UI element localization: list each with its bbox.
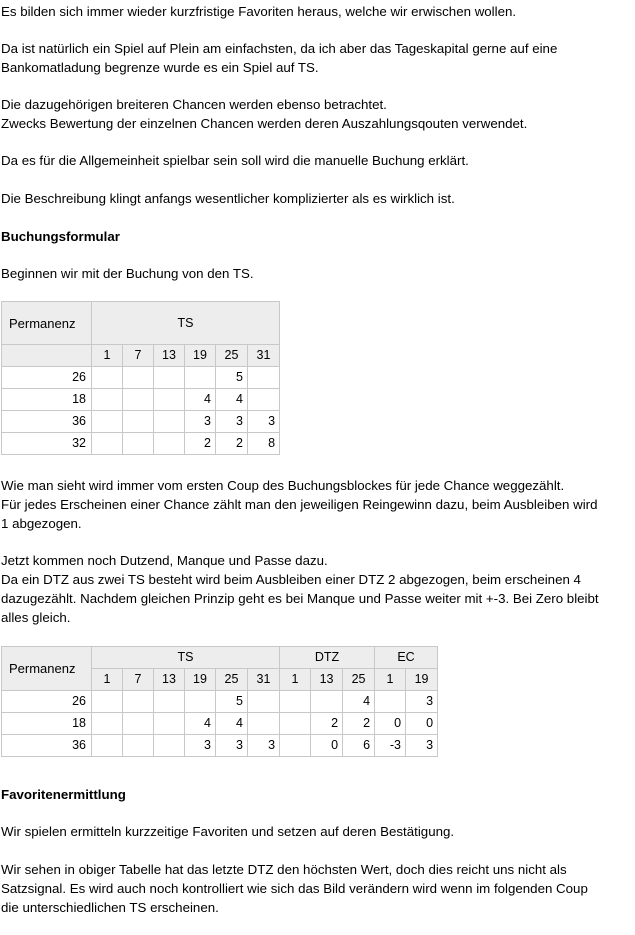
table-cell: 0 [375, 713, 406, 735]
paragraph-beschreibung: Die Beschreibung klingt anfangs wesentlicher komplizierter als es wirklich ist. [1, 191, 455, 206]
table-cell: 3 [248, 735, 280, 757]
ts-col-header: 1 [92, 345, 123, 367]
table-cell: 4 [216, 713, 248, 735]
ts-dtz-ec-booking-table [1, 646, 438, 757]
table-cell [248, 389, 280, 411]
ts-col-header: 13 [154, 669, 185, 691]
ts-col-header: 19 [185, 669, 216, 691]
table-cell [280, 735, 311, 757]
paragraph-favoriten: Wir spielen ermitteln kurzzeitige Favoriten und setzen auf deren Bestätigung. [1, 824, 455, 839]
table-cell: 2 [216, 433, 248, 455]
paragraph-zaehlung-line1: Wie man sieht wird immer vom ersten Coup des Buchungsblockes für jede Chance weggezählt. [1, 478, 565, 493]
table-cell [123, 735, 154, 757]
table-cell: 3 [185, 735, 216, 757]
table-cell [92, 367, 123, 389]
paragraph-dutzend-line2: Da ein DTZ aus zwei TS besteht wird beim Ausbleiben einer DTZ 2 abgezogen, beim erscheinen 4 [1, 572, 581, 587]
paragraph-satzsignal-line3: die unterschiedlichen TS erscheinen. [1, 900, 219, 915]
permanenz-cell: 26 [2, 367, 92, 389]
table-cell: 0 [311, 735, 343, 757]
permanenz-cell: 36 [2, 735, 92, 757]
ec-col-header: 19 [406, 669, 438, 691]
paragraph-zaehlung-line2: Für jedes Erscheinen einer Chance zählt man den jeweiligen Reingewinn dazu, beim Ausbleiben wird [1, 497, 598, 512]
table-cell: 2 [185, 433, 216, 455]
paragraph-satzsignal-line2: Satzsignal. Es wird auch noch kontrolliert wie sich das Bild verändern wird wenn im folgenden Coup [1, 881, 588, 896]
table-cell [123, 713, 154, 735]
paragraph-dutzend-line4: alles gleich. [1, 610, 71, 625]
table-cell [92, 411, 123, 433]
table-cell: -3 [375, 735, 406, 757]
permanenz-cell: 18 [2, 389, 92, 411]
dtz-col-header: 1 [280, 669, 311, 691]
table-cell: 2 [311, 713, 343, 735]
permanenz-cell: 32 [2, 433, 92, 455]
table-cell [123, 411, 154, 433]
table-cell [92, 691, 123, 713]
table-cell: 3 [406, 735, 438, 757]
table-cell: 3 [406, 691, 438, 713]
table-cell [92, 433, 123, 455]
dtz-col-header: 25 [343, 669, 375, 691]
paragraph-intro: Es bilden sich immer wieder kurzfristige Favoriten heraus, welche wir erwischen wollen. [1, 4, 517, 19]
table-row [2, 691, 438, 713]
table-cell: 4 [216, 389, 248, 411]
table-cell: 5 [216, 691, 248, 713]
table-cell [154, 411, 185, 433]
table-cell [248, 367, 280, 389]
table-cell: 3 [216, 411, 248, 433]
table-cell [154, 389, 185, 411]
table-cell [311, 691, 343, 713]
ts-col-header: 25 [216, 345, 248, 367]
table-cell: 3 [248, 411, 280, 433]
permanenz-header: Permanenz [2, 302, 92, 345]
heading-favoritenermittlung: Favoritenermittlung [1, 787, 126, 802]
table-cell [92, 735, 123, 757]
ts-group-header: TS [92, 302, 280, 345]
table-cell [375, 691, 406, 713]
paragraph-plein-line1: Da ist natürlich ein Spiel auf Plein am einfachsten, da ich aber das Tageskapital gerne auf eine [1, 41, 558, 56]
table-cell [92, 389, 123, 411]
dtz-col-header: 13 [311, 669, 343, 691]
paragraph-chancen-line2: Zwecks Bewertung der einzelnen Chancen werden deren Auszahlungsqouten verwendet. [1, 116, 528, 131]
paragraph-zaehlung-line3: 1 abgezogen. [1, 516, 82, 531]
dtz-group-header: DTZ [280, 647, 375, 669]
table-cell: 4 [185, 389, 216, 411]
table-cell [154, 691, 185, 713]
table-row [2, 367, 280, 389]
paragraph-satzsignal-line1: Wir sehen in obiger Tabelle hat das letzte DTZ den höchsten Wert, doch dies reicht uns nicht als [1, 862, 567, 877]
ts-col-header: 31 [248, 345, 280, 367]
table-cell [154, 367, 185, 389]
table-cell: 3 [216, 735, 248, 757]
paragraph-plein-line2: Bankomatladung begrenze wurde es ein Spiel auf TS. [1, 60, 319, 75]
ec-col-header: 1 [375, 669, 406, 691]
ts-col-header: 19 [185, 345, 216, 367]
ts-col-header: 13 [154, 345, 185, 367]
blank-header-cell [2, 345, 92, 367]
table-cell [185, 691, 216, 713]
ts-col-header: 31 [248, 669, 280, 691]
table-cell [123, 367, 154, 389]
table-cell [280, 713, 311, 735]
table-row [2, 389, 280, 411]
paragraph-chancen-line1: Die dazugehörigen breiteren Chancen werden ebenso betrachtet. [1, 97, 387, 112]
paragraph-dutzend-line1: Jetzt kommen noch Dutzend, Manque und Passe dazu. [1, 553, 328, 568]
table-cell: 2 [343, 713, 375, 735]
table-cell [123, 433, 154, 455]
ts-col-header: 1 [92, 669, 123, 691]
table-cell [280, 691, 311, 713]
table-row [2, 713, 438, 735]
ts-group-header: TS [92, 647, 280, 669]
table-row [2, 735, 438, 757]
permanenz-cell: 36 [2, 411, 92, 433]
heading-buchungsformular: Buchungsformular [1, 229, 120, 244]
table-cell [123, 389, 154, 411]
table-cell: 8 [248, 433, 280, 455]
ts-booking-table [1, 301, 280, 455]
table-cell: 6 [343, 735, 375, 757]
permanenz-header: Permanenz [2, 647, 92, 691]
table-cell: 4 [343, 691, 375, 713]
permanenz-cell: 26 [2, 691, 92, 713]
table-cell: 3 [185, 411, 216, 433]
permanenz-cell: 18 [2, 713, 92, 735]
table-cell [154, 735, 185, 757]
table-cell [185, 367, 216, 389]
ec-group-header: EC [375, 647, 438, 669]
ts-col-header: 7 [123, 669, 154, 691]
table-row [2, 411, 280, 433]
paragraph-dutzend-line3: dazugezählt. Nachdem gleichen Prinzip geht es bei Manque und Passe weiter mit +-3. Bei Zero bleibt [1, 591, 599, 606]
table-cell [154, 713, 185, 735]
table-cell [248, 713, 280, 735]
table-cell [123, 691, 154, 713]
table-cell: 0 [406, 713, 438, 735]
table-cell [248, 691, 280, 713]
table-cell [92, 713, 123, 735]
ts-col-header: 7 [123, 345, 154, 367]
table-cell: 4 [185, 713, 216, 735]
table-cell [154, 433, 185, 455]
paragraph-allgemeinheit: Da es für die Allgemeinheit spielbar sein soll wird die manuelle Buchung erklärt. [1, 153, 469, 168]
table-row [2, 433, 280, 455]
paragraph-ts-buchung: Beginnen wir mit der Buchung von den TS. [1, 266, 254, 281]
ts-col-header: 25 [216, 669, 248, 691]
table-cell: 5 [216, 367, 248, 389]
